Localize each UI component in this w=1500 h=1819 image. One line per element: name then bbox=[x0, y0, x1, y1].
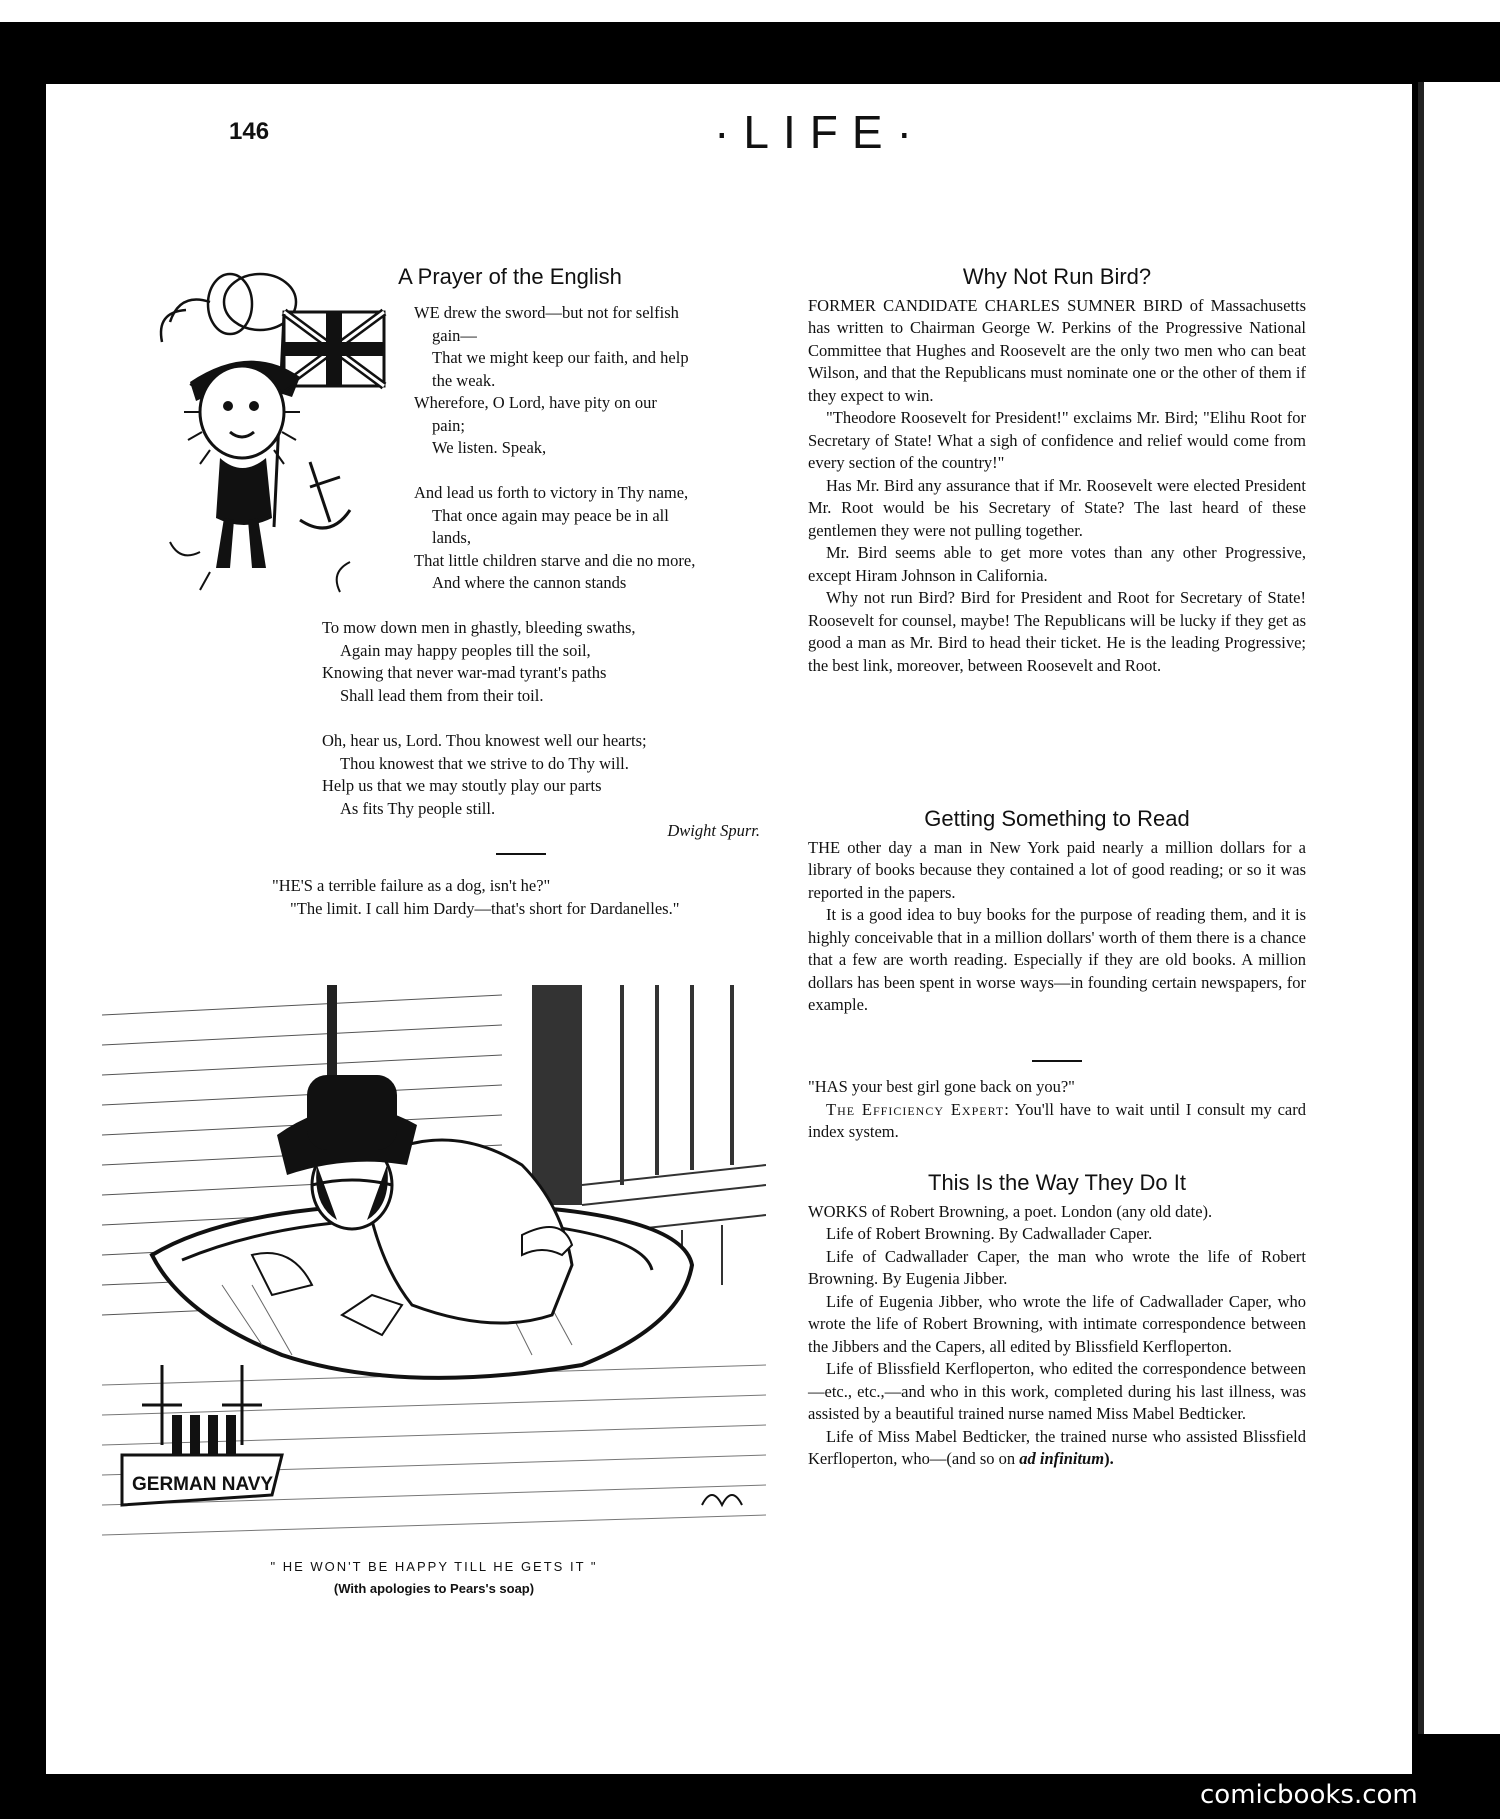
cartoon-caption bbox=[102, 1556, 766, 1600]
ship-label: GERMAN NAVY bbox=[132, 1474, 274, 1495]
poem-line: lands, bbox=[432, 528, 471, 547]
girl-joke-speaker: The Efficiency Expert: bbox=[826, 1099, 1010, 1119]
way-p3: Life of Cadwallader Caper, the man who wrote the life of Robert Browning. By Eugenia Jibber. bbox=[808, 1246, 1306, 1288]
poem-line: Wherefore, O Lord, have pity on our bbox=[414, 393, 657, 412]
reading-title: Getting Something to Read bbox=[924, 806, 1190, 831]
way-p5: Life of Blissfield Kerfloperton, who edited the correspondence between—etc., etc.,—and who in this work, completed during his last illness, was assisted by a beautiful trained nurse named Miss Mabel Bedticker. bbox=[808, 1359, 1306, 1423]
prayer-stanza-2 bbox=[414, 482, 770, 595]
poem-line: gain— bbox=[432, 325, 477, 345]
bird-title: Why Not Run Bird? bbox=[962, 264, 1152, 289]
poem-line: Thou knowest that we strive to do Thy will. bbox=[340, 753, 629, 773]
poem-line: And where the cannon stands bbox=[432, 573, 627, 592]
prayer-stanza-4 bbox=[322, 730, 770, 820]
way-article bbox=[808, 1172, 1306, 1471]
poem-line: That we might keep our faith, and help bbox=[432, 348, 689, 367]
masthead-title: ·LIFE· bbox=[714, 106, 926, 158]
prayer-stanza-3 bbox=[322, 617, 770, 707]
poem-line: pain; bbox=[432, 415, 465, 435]
site-watermark: comicbooks.com bbox=[1200, 1780, 1418, 1810]
poem-line: As fits Thy people still. bbox=[340, 798, 496, 818]
prayer-poem bbox=[322, 266, 762, 295]
poem-line: Shall lead them from their toil. bbox=[340, 685, 544, 705]
prayer-stanza-1 bbox=[414, 302, 770, 460]
bird-p3: Has Mr. Bird any assurance that if Mr. Roosevelt were elected President Mr. Root would be his Secretary of State? The last heard of these gentlemen they were not pulling together. bbox=[808, 475, 1306, 540]
prayer-author: Dwight Spurr. bbox=[667, 821, 760, 840]
bird-p4: Mr. Bird seems able to get more votes than any other Progressive, except Hiram Johnson in California. bbox=[808, 543, 1306, 585]
poem-line: the weak. bbox=[432, 370, 496, 390]
page-number: 146 bbox=[229, 118, 270, 145]
poem-line: Knowing that never war-mad tyrant's paths bbox=[322, 663, 607, 682]
divider-rule-2 bbox=[1032, 1060, 1082, 1062]
way-p6a: Life of Miss Mabel Bedticker, the trained nurse who assisted Blissfield Kerfloperton, who—(and so on bbox=[808, 1426, 1306, 1468]
girl-joke-line2: You'll have to wait until I consult my card index system. bbox=[808, 1099, 1306, 1141]
reading-p2: It is a good idea to buy books for the purpose of reading them, and it is highly conceivable that in a million dollars' worth of them there is a chance that a few are worth reading. Especially if they are old books. A million dollars has been spent in worse ways—in founding certain newspapers, for example. bbox=[808, 905, 1306, 1014]
reading-p1: THE other day a man in New York paid nearly a million dollars for a library of books because they contained a lot of good reading; or so it was reported in the papers. bbox=[808, 837, 1306, 902]
way-p6c: ). bbox=[1104, 1449, 1114, 1468]
poem-line: WE drew the sword—but not for selfish bbox=[414, 303, 679, 322]
bird-p1: FORMER CANDIDATE CHARLES SUMNER BIRD of Massachusetts has written to Chairman George W. Perkins of the Progressive National Committee that Hughes and Roosevelt are the only two men who can beat Wilson, and that the Republicans must nominate one or the other of them if they expect to win. bbox=[808, 295, 1306, 405]
poem-line: Oh, hear us, Lord. Thou knowest well our hearts; bbox=[322, 731, 647, 750]
poem-line: That once again may peace be in all bbox=[432, 505, 669, 525]
poem-line: That little children starve and die no more, bbox=[414, 550, 696, 570]
poem-line: To mow down men in ghastly, bleeding swaths, bbox=[322, 618, 636, 637]
reading-article bbox=[808, 808, 1306, 1017]
dog-joke-line1: "HE'S a terrible failure as a dog, isn't he?" bbox=[272, 876, 551, 895]
cartoon-caption-line2: (With apologies to Pears's soap) bbox=[333, 1581, 535, 1596]
way-p4: Life of Eugenia Jibber, who wrote the life of Cadwallader Caper, who wrote the life of Robert Browning, with intimate correspondence between the Jibbers and the Capers, all edited by Blissfield Kerfloperton. bbox=[808, 1291, 1306, 1356]
top-margin-strip bbox=[0, 0, 1500, 22]
next-page-edge bbox=[1418, 82, 1500, 1734]
lion-illustration bbox=[150, 262, 400, 597]
poem-line: Again may happy peoples till the soil, bbox=[340, 640, 591, 660]
cartoon-caption-line1: " HE WON'T BE HAPPY TILL HE GETS IT " bbox=[270, 1559, 598, 1574]
prayer-title: A Prayer of the English bbox=[398, 264, 622, 289]
way-p1: WORKS of Robert Browning, a poet. London (any old date). bbox=[808, 1201, 1213, 1221]
poem-line: And lead us forth to victory in Thy name, bbox=[414, 483, 689, 502]
divider-rule bbox=[496, 853, 546, 855]
bird-article bbox=[808, 266, 1306, 677]
girl-joke bbox=[808, 1076, 1306, 1144]
way-p6b: ad infinitum bbox=[1019, 1449, 1105, 1468]
poem-line: We listen. Speak, bbox=[432, 438, 547, 457]
cartoon-illustration bbox=[102, 985, 766, 1545]
poem-line: Help us that we may stoutly play our parts bbox=[322, 776, 602, 795]
dog-joke bbox=[272, 875, 768, 920]
bird-p2: "Theodore Roosevelt for President!" exclaims Mr. Bird; "Elihu Root for Secretary of State! What a sigh of confidence and relief would come from every section of the country!" bbox=[808, 408, 1306, 472]
way-p2: Life of Robert Browning. By Cadwallader Caper. bbox=[826, 1224, 1153, 1243]
girl-joke-line1: "HAS your best girl gone back on you?" bbox=[808, 1077, 1075, 1096]
dog-joke-line2: "The limit. I call him Dardy—that's short for Dardanelles." bbox=[290, 898, 680, 918]
way-title: This Is the Way They Do It bbox=[928, 1170, 1186, 1195]
bird-p5: Why not run Bird? Bird for President and Root for Secretary of State! Roosevelt for counsel, maybe! The Republicans will be lucky if they get as good a man as Mr. Bird to head their ticket. He is the leading Progressive; the best link, moreover, between Roosevelt and Root. bbox=[808, 588, 1306, 675]
